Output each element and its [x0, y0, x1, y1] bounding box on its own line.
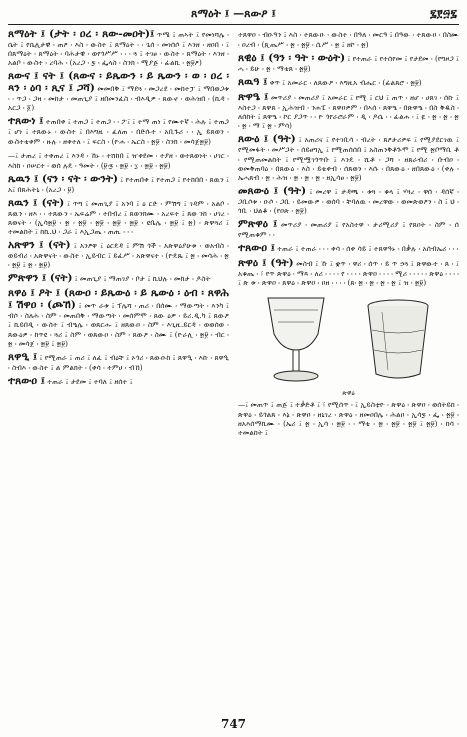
entry — [238, 242, 459, 254]
entry — [8, 239, 229, 269]
definition: መስብ ፤ ኹ ፤ ቋጥ ፡ ዋሪ ፡ ሰጥ ፡ ይ ጥ ኃጓ ፤ ጽዋውተ ፡ ጸ ፡ ፤ አቁጤ ፡ ፣ የጥ ጽዋዕ ፡ ማጻ ፡ ለሪ ፡ ፡ ፡ ፡ የ ፡ ፡ ፡ ፡ ጽዋዐ ፡ ፡ ፡ ፡ ሚሪ ፡ ፡ ፡ ፡ ፡ ጽዋዕ ፡ ፡ ፡ ፡ ፤ ጽ ቱ ፡ ጽዋዐ ፡ ጸዋዕ ፡ ጽዋዐ ፡ ዐዘ ፡ ፡ ፡ ፡ (ጸ፡ ፳ ፡ ፳ ፡ ፳ ፡ ፳ ፤ ዝ ፡ ፳፱) — [238, 259, 459, 288]
entry — [8, 351, 229, 372]
definition: መጥሪያ ፡ መጠሪያ ፤ የአስተዋ ፡ ታሪሚሪያ ፤ የጸዐት ፡ ስም ፡ ሰ የሚጠቁም ፡ ፡ — [238, 220, 459, 240]
entry — [238, 400, 459, 436]
definition: ፤ መጥ ራቱ ፤ ፕሌሻ ፡ ጠሪ ፡ በሰሙ ፡ ማውጣት ፡ እንካ ፤ ብሶ ፡ ስለሕ ፡ ስም ፡ መጠበቅ ፡ ማውጣት ፡ መሰምሞ ፡ ጸው ዕዎ ፡ ይሪ.ዲ.ካ ፤ ጸውዖ ፤ ኪይበዲ ፡ ውስተ ፤ ብዔሌ ፡ ወጸርሑ ፤ ዘጸውዐ ፡ ስም ፡ እጊዚ.ይርዳ ፡ ወወሰወ ፡ ጸውዕዎ ፡ ከጥዩ ፡ ጓሪ ፤ ስም ፡ ወጸውዐ ፡ ስም ፡ ጸውዖ ፡ ስሙ ፤ (ዮራሊ ፡ ፳፱ ፡ ብር ፡ ፳ ፡ መሳጀ ፡ ፳፱ ፤ ፳፱) — [8, 301, 229, 348]
headword: ምጽዋን ፤ (ናት) — [8, 272, 73, 285]
headword: ተጸውዐ ፤ — [8, 374, 45, 387]
definition: ጥሜ ፤ ጠኣት ፤ የመነሻሌ ፡ ሴት ፤ የሴሊታዊ ፡ ጠዖ ፡ እስ ፡ ውስተ ፤ ጸማዕት ፡ ፡ ጌሰ ፡ መነሰሶ ፤ እንዘ ፡ ዘዐበ ፡ ፤ በጸማዕት ፡ ጸማዕት ፡ ባሕታዊ ፡ ወየጎሥሥ ፡ ፡ ፡ ጓ ፤ ተገፀ ፡ ውስተ ፡ ጸማዕት ፡ እንዘ ፡ አልቦ ፡ ውስተ ፡ ረባሕ ፡ (አረጋ ፡ ፯ ፡ ፌላስ ፡ ስንክ ፡ ሚያጅ ፡ ፊልኪ ፡ ፳፱ዖ) — [8, 30, 229, 68]
definition: ፤ ጥግ ፤ መጠጊያ ፤ አንባ ፤ ዕ ርድ ፡ ምሽግ ፤ ገዳም ፡ አልቦ ፡ ጸዉን ፡ ዘእ ፡ ፡ ተጸውን ፡ ኤፍሬም ፡ ተበብረ ፤ ጸወንክሙ ፡ አረፍተ ፤ ጸወ ንከ ፡ ሀገረ ፡ ጸወናት ፡ (ኢሳ፳፱ ፡ ፳ ፡ ፳፱ ፡ ፳፱ ፡ ፳፱ ፡ ፳፱ ፡ ዩቤሌ ፡ ፳፱ ፤ ፳) ፡ ጽዋጓሪ ፤ ተመልከት ፤ ከኪ.ህ ፡ ጋራ ፤ እኢጋጤ ፡ ጠጢ ፡ ፡ ፡ — [8, 198, 229, 237]
right-column — [238, 28, 459, 708]
left-column — [8, 28, 229, 708]
headword: ምጽዋዕ ፤ — [238, 218, 278, 231]
entry — [238, 133, 459, 181]
headword: ጸዋዒ ፤ — [8, 350, 38, 363]
entry — [8, 149, 229, 170]
figure-caption: ጽዋዕ — [342, 389, 355, 398]
definition: ተጠራ ፤ ተጠራ ፡ ፡ ፡ ቀሳ ፡ ሰቀ ሳይ ፤ ተጸዋዓኑ ፡ በቃሉ ፡ አሰብኤሪ ፡ ፡ ፡ — [277, 244, 459, 254]
definition: ቀጥ ፤ አመራር ፡ ለጸውዖ ፡ እግዚአ ብሔር ፡ (ፊልጸሮ ፡ ፳፱) — [269, 78, 422, 88]
definition: መመበቅ ፤ ማደጓ ፡ መጋረደ ፡ መከተፓ ፤ ማበወጋቱ ፡ ፡ ጥጋ ፡ ጋዛ ፡ መከታ ፡ መጠጊያ ፤ ዘበመንፈስ ፡ ብእዲዎ ፡ ጸውኖ ፡ ወሕዝበ ፡ (ኪዳ ፡ አርጋ ፡ ፩) — [8, 84, 229, 113]
page-number: 747 — [220, 717, 247, 731]
definition: ፤ አጠሪና ፤ የተገቢሳ ፡ ብረት ፡ ጸዖታሪዎፍ ፤ የሚያደርገዉ ፤ የሚመፋት ፡ መሥጋት ፡ ሰይፀግኢ ፤ የሚጠሰሰበ ፤ አስጠንቅቶጕሞ ፤ የሚ ፳ቦማቢ ቶ ፡ የሚጠመልከት ፤ የሚሟገጎጥቡ ፤ እንዴ ፡ ሺቶ ፡ ጋሻ ፡ ዘጸራብሪ ፡ ቡብዐ ፡ ወመቅጠባዕ ፡ በጸውዕ ፡ እስ ፡ ይቴቀብ ፡ ሰጸወን ፡ እሱ ፡ በጸውዕ ፡ ዘበጸውዕ ፡ (ቀሉ ፡ ኤሓጸብ ፡ ፳ ፡ ሕዝ ፡ ፳ ፡ ፳ ፡ ፳ ፡ ዘኢሳፀ ፡ ፳፱) — [238, 135, 459, 182]
entry — [8, 287, 229, 347]
headword: ተጸውነ ፤ — [8, 115, 44, 128]
entry — [238, 28, 459, 49]
definition: ፤ አንፆዋ ፤ ዕርዴዳ ፤ ምሽ ጎች ፡ አጽዋዕያሁቱ ፡ ወአብስ ፡ ወይብሪ ፡ አጽዋናት ፡ ውስተ ፡ ኢይብር ፤ ይፈሥ ፡ አጽዋናተ ፡ (ዮዴጼ ፤ ፳ ፡ መሳሕ ፡ ፳ ፡ ፳፱ ፤ ፳ ፡ ፳፱) — [8, 241, 229, 270]
definition: መጥሪያ ፡ መጠሪያ ፤ አመራር ፤ የሚ ፤ ርህ ፤ ጠጥ ፡ ዘሆ ፡ ሀጸገ ፡ ሰኩ ፤ እስተጋ ፡ ጸዋጸ ፡ ኢሕዝብ ፡ ንሐፒ ፡ ጸዋዐዎም ፡ በኣሰ ፡ ጸዋዔ ፡ በጽዋዔ ፡ በስ ቅዱስ ፡ ለሰከት ፤ ጸዋዔ ፡ ኮር ያጋጥ ፡ ፡ ዮ ጎየራሮራም ፡ ዲ ፡ ዶሴ ፡ ፡ ፊልሐ ፡ ፤ ዬ ፡ ፳ ፡ ፳ ፡ ፳ ፡ ፳ ፡ ማ ፤ ፳ ፡ ምሳ) — [238, 93, 459, 131]
entry — [238, 185, 459, 215]
headword: መጸውዕ ፤ (ዓት) — [238, 184, 307, 197]
headword: ጸማዕት ፤ (ታት ፡ ዐረ ፡ ጸው-መዐት)፤ — [8, 28, 155, 40]
entry — [8, 197, 229, 236]
header-title: ጸማዕት ፤ —ጸውዖ ፤ — [191, 7, 276, 20]
cups-figure — [238, 290, 459, 398]
definition: ፤ መጠጊያ ፤ ማጠገያ ፡ ቦታ ፤ ኪህሉ ፡ መከታ ፡ ዶስት — [74, 274, 211, 284]
header-rule — [8, 24, 459, 25]
entry — [8, 375, 229, 387]
definition: ተጠራ ፤ ታደመ ፤ ተባለ ፤ ዘሰተ ፤ — [47, 376, 133, 386]
entry — [8, 173, 229, 194]
entry — [8, 115, 229, 145]
headword: ጸዉን ፤ (ናት) — [8, 196, 65, 209]
headword: ጼዉን ፤ (ናን ፡ ናት ፡ ውንት) — [8, 172, 118, 185]
entry — [238, 91, 459, 130]
stemmed-goblet-drawing — [268, 298, 324, 381]
headword: ተጸውዐ ፤ — [238, 242, 275, 255]
definition: —፤ መጠጥ ፤ ጠጅ ፤ ተቃድቶ ፤ ፣ የሚሰጥ ፡ ፤ ኢይስቲዮ ፡ ጽዋዕ ፡ ጽዋዐ ፡ ወሰትይከ ፡ ጽዋዕ ፡ ይጎልጸ ፡ እኔ ፡ ጽዋዐ ፡ ዘኒገረ ፡ ጽዋዕ ፡ ዘመዐበሌ ፡ ሕልዐ ፡ ኢሳ፯ ፡ ፌ ፡ ፳፱ ፡ ዘአእሰማኪሙ ፡ (ኤሪ ፤ ፳ ፡ ኢሳ ፡ ፳፱ ፡ ፡ ማቴ ፡ ፳ ፡ ፳፱ ፡ ፳፱ ፤ ፳፱) ፡ ከሳ ፡ ተመልከት ፤ — [238, 400, 459, 437]
definition: ተጠበቀ ፤ ተጠጋ ፤ ተጠጋ ፡ ፡ ፖ፤ ፤ ተማ ጠነ ፤ የሙተኛ ፡ ሕሉ ፤ ተጠጋ ፤ ሆነ ፤ ተጸውኑ ፡ ውስተ ፤ በእግዚ ፡ ፈለጠ ፡ በድሱተ ፡ አቢጉሪ ፡ ፡ ኢ ይጸወን ፡ ውስተቴቀም ፡ ዙሉ ፡ ዘቀተለ ፡ ፤ ፍርስ ፡ (ዮሐ ፡ ኤርስ ፡ ፳፱ ፡ ስንክ ፡ መሳጀ፳፱) — [8, 117, 229, 146]
entry — [8, 70, 229, 112]
tumbler-cup-drawing — [368, 300, 428, 378]
headword: ጸዋዕ ፤ ዖት ፤ (ጸውዐ ፡ ይጼውዕ ፡ ይ ጼውዕ ፡ ዕብ ፡ ጸዋሕ ፤ ሽዋዐ ፡ (ጮኸ) — [8, 287, 229, 312]
headword: ጸውዕ ፤ (ዓት) — [238, 133, 296, 146]
entry — [238, 76, 459, 88]
definition: —፤ ታጠረ ፤ ተቀጠረ ፤ እንዳ ፡ ኸኑ ፡ ተሸከበ ፤ ዠቀደመ ፡ ተያዘ ፡ ወተጸወነት ፡ ሀገር ፡ እስከ ፡ ዐሠርተ ፡ ወሰ ሉዴ ፡ ዓመት ፡ (፱፡፯ ፡ ፳፱ ፡ ፲ ፡ ፳፱ ፡ ፳፱) — [8, 150, 229, 170]
definition: ፤ የተጠበቀ ፤ የተጠጋ ፤ የተከበበ ፡ ጸዉን ፤ አ፤ በጸሕትኒ ፡ (አረጋ ፡ ፱) — [8, 174, 229, 194]
definition: ፤ የተጠራ ፤ የተሰየመ ፤ የታደመ ፡ (የግዞጋ ፤ ሓ ፡ ይሁ ፡ ፳ ፡ ማቴጸ ፡ ፳፱) — [238, 54, 459, 74]
headword: ጽዋዔ ፤ — [238, 91, 269, 104]
header-page-code: ፯፻፵፯ — [430, 7, 457, 20]
definition: ተጸዋዐ ፡ ብዑዓን ፤ እስ ፡ ተጸውዑ ፡ ውስተ ፡ በዓለ ፡ መርዓ ፤ በዓው ፡ ተጸውዐ ፡ በስሙ ፡ ዐረብ ፡ (ጺጤሥ ፡ ፳ ፡ ፳፱ ፡ ሲሥ ፡ ፳ ፤ ዘኮ ፡ ፳) — [238, 30, 459, 49]
running-header — [8, 6, 459, 24]
headword: አጽዋን ፤ (ናት) — [8, 239, 71, 252]
entry — [238, 52, 459, 73]
entry — [238, 218, 459, 239]
entry — [8, 28, 229, 67]
headword: ጸዉዓ ፤ — [238, 76, 268, 89]
headword: ጸዊዕ ፤ (ዓን ፡ ዓት ፡ ውዕት) — [238, 52, 346, 65]
entry — [238, 257, 459, 287]
cups-illustration — [238, 290, 459, 388]
entry — [8, 272, 229, 284]
headword: ጽዋዕ ፤ (ዓት) — [238, 257, 294, 270]
definition: ፤ የሚጠራ ፤ ጠሪ ፤ ለፈ ፤ ብዕቸ ፤ ኦጎሪ ፡ ጸውዑከ ፤ ጸዋዒ ፡ እኩ ፡ ጸዋዒ ፡ ስብእ ፡ ውስተ ፤ ል ምልክት ፡ (ቀሳ ፡ ተምሀ ፡ ብኸ) — [8, 352, 229, 372]
headword: ጸውና ፤ ናት ፤ (ጸውና ፡ ይጼውን ፡ ይ ጼውን ፡ ወ ፡ ዐረ ፡ ጻን ፡ ዕባ ፡ ጺና ፤ ጋሻ) — [8, 70, 229, 95]
definition: ፤ መረዋ ፤ ታዳጫ ፡ ቱጓ ፡ ቁላ ፤ ሃጓረ ፡ ዋሰ ፡ ዳሰኛ ፡ ጋቢሶቱ ፡ ዑሶ ፡ ጋቢ ፡ ይመውዎ ፡ ወሰባ ፡ ቸባለዉ ፡ መረዋው ፡ ወመጽወዖን ፡ ስ ፤ ህ ፡ ጎቢ ፡ ህልቆ ፡ (የዐጵ ፡ ፳፱) — [238, 186, 459, 215]
